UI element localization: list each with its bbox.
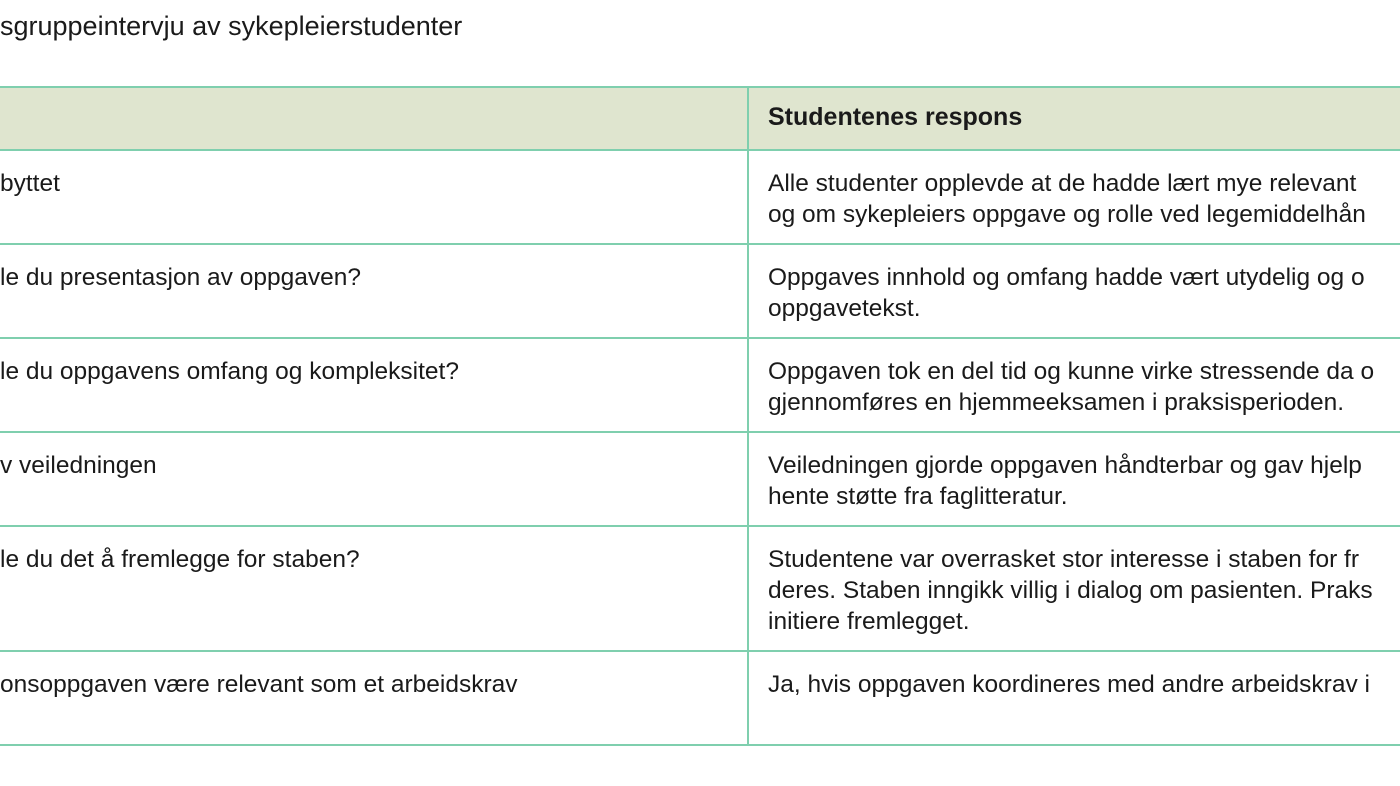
response-cell [768,356,1400,418]
response-line: oppgavetekst. [768,295,921,322]
table-rule [0,86,1400,88]
header-response: Studentenes respons [768,103,1023,131]
response-line: Oppgaven tok en del tid og kunne virke stressende da o [768,358,1375,385]
response-line: deres. Staben inngikk villig i dialog om pasienten. Praks [768,577,1373,604]
response-cell [768,262,1400,324]
response-line: gjennomføres en hjemmeeksamen i praksisperioden. [768,389,1345,416]
question-cell: le du oppgavens omfang og kompleksitet? [0,358,459,385]
question-cell: byttet [0,170,60,197]
response-line: initiere fremlegget. [768,608,970,635]
response-cell [768,544,1400,637]
table-rule [0,337,1400,339]
question-cell: le du det å fremlegge for staben? [0,546,360,573]
table-rule [0,243,1400,245]
question-cell: le du presentasjon av oppgaven? [0,264,361,291]
table-rule [0,525,1400,527]
response-cell [768,669,1400,700]
table-rule [0,149,1400,151]
table-rule [0,744,1400,746]
response-line: Studentene var overrasket stor interesse i staben for fr [768,546,1360,573]
table-caption: sgruppeintervju av sykepleierstudenter [0,11,463,41]
question-cell: v veiledningen [0,452,157,479]
response-cell [768,168,1400,230]
table-rule [0,650,1400,652]
response-line: hente støtte fra faglitteratur. [768,483,1068,510]
response-line: Ja, hvis oppgaven koordineres med andre arbeidskrav i [768,671,1370,698]
response-cell [768,450,1400,512]
interview-table [0,86,1400,746]
response-line: Oppgaves innhold og omfang hadde vært utydelig og o [768,264,1365,291]
response-line: Alle studenter opplevde at de hadde lært mye relevant [768,170,1357,197]
response-line: og om sykepleiers oppgave og rolle ved legemiddelhån [768,201,1366,228]
response-line: Veiledningen gjorde oppgaven håndterbar og gav hjelp [768,452,1362,479]
column-divider [747,86,749,746]
question-cell: onsoppgaven være relevant som et arbeidskrav [0,671,518,698]
table-header-row [0,86,1400,150]
table-rule [0,431,1400,433]
